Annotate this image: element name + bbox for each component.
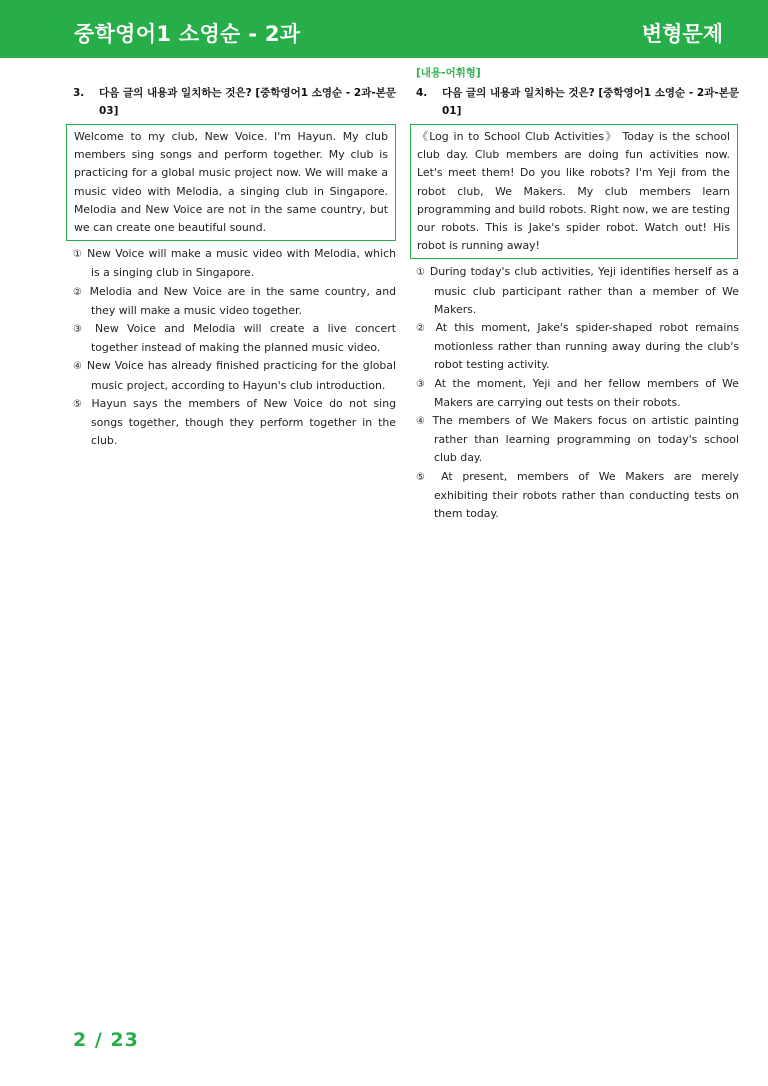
answer-option-2[interactable] — [416, 319, 739, 375]
option-text: Hayun says the members of New Voice do not sing songs together, though they perform together in the club. — [91, 396, 397, 448]
question-stem — [416, 84, 739, 120]
answer-option-2[interactable] — [73, 283, 396, 320]
question-text: 다음 글의 내용과 일치하는 것은? [중학영어1 소영순 - 2과-본문 01] — [442, 87, 739, 117]
option-text: The members of We Makers focus on artistic painting rather than learning programming on today's school club day. — [432, 414, 740, 465]
option-text: At this moment, Jake's spider-shaped robot remains motionless rather than running away during the club's robot testing activity. — [434, 321, 740, 372]
answer-options — [416, 263, 739, 523]
page-number: 2 / 23 — [73, 1029, 139, 1051]
option-mark: ④ — [73, 361, 83, 373]
header-title: 중학영어1 소영순 - 2과 — [74, 22, 301, 46]
option-text: During today's club activities, Yeji identifies herself as a music club participant rather than a member of We Makers. — [429, 265, 739, 316]
answer-option-4[interactable] — [73, 357, 396, 394]
option-text: At present, members of We Makers are merely exhibiting their robots rather than conducting tests on them today. — [434, 469, 740, 521]
option-mark: ④ — [416, 416, 427, 428]
option-mark: ⑤ — [416, 471, 432, 483]
option-mark: ① — [73, 249, 83, 261]
option-mark: ① — [416, 267, 426, 279]
answer-options — [73, 245, 396, 450]
option-text: Melodia and New Voice are in the same country, and they will make a music video together. — [89, 284, 397, 317]
question-number: 3. — [73, 87, 85, 99]
answer-option-3[interactable] — [73, 320, 396, 357]
question-text: 다음 글의 내용과 일치하는 것은? [중학영어1 소영순 - 2과-본문 03] — [99, 87, 396, 117]
passage-box: 《Log in to School Club Activities》 Today is the school club day. Club members are doing fun activities now. Let's meet them! Do you like robots? I'm Yeji from the robot club, We Makers. My club members learn programming and build robots. Right now, we are testing our robots. This is Jake's spider robot. Watch out! His robot is running away! — [410, 124, 738, 259]
answer-option-5[interactable] — [416, 468, 739, 524]
passage-box: Welcome to my club, New Voice. I'm Hayun. My club members sing songs and perform together. My club is practicing for a global music project now. We will make a music video with Melodia, a singing club in Singapore. Melodia and New Voice are not in the same country, but we can create one beautiful sound. — [66, 124, 396, 241]
option-mark: ③ — [73, 324, 87, 336]
answer-option-5[interactable] — [73, 395, 396, 451]
option-mark: ② — [73, 286, 85, 298]
option-mark: ③ — [416, 378, 428, 390]
option-text: New Voice and Melodia will create a live concert together instead of making the planned music video. — [91, 322, 396, 355]
page-header — [0, 0, 768, 58]
option-mark: ② — [416, 323, 429, 335]
question-4-column — [416, 66, 739, 523]
answer-option-1[interactable] — [73, 245, 396, 282]
answer-option-4[interactable] — [416, 412, 739, 468]
header-section-label: 변형문제 — [641, 22, 723, 46]
option-text: At the moment, Yeji and her fellow members of We Makers are carrying out tests on their robots. — [434, 376, 740, 409]
question-type-tag: [내용-어휘형] — [416, 67, 481, 79]
option-text: New Voice will make a music video with Melodia, which is a singing club in Singapore. — [87, 247, 396, 280]
answer-option-1[interactable] — [416, 263, 739, 319]
answer-option-3[interactable] — [416, 375, 739, 412]
option-text: New Voice has already finished practicing for the global music project, according to Hayun's club introduction. — [86, 359, 396, 392]
tag-spacer — [73, 66, 396, 84]
question-3-column — [73, 66, 396, 450]
question-number: 4. — [416, 87, 428, 99]
question-stem — [73, 84, 396, 120]
option-mark: ⑤ — [73, 398, 85, 410]
